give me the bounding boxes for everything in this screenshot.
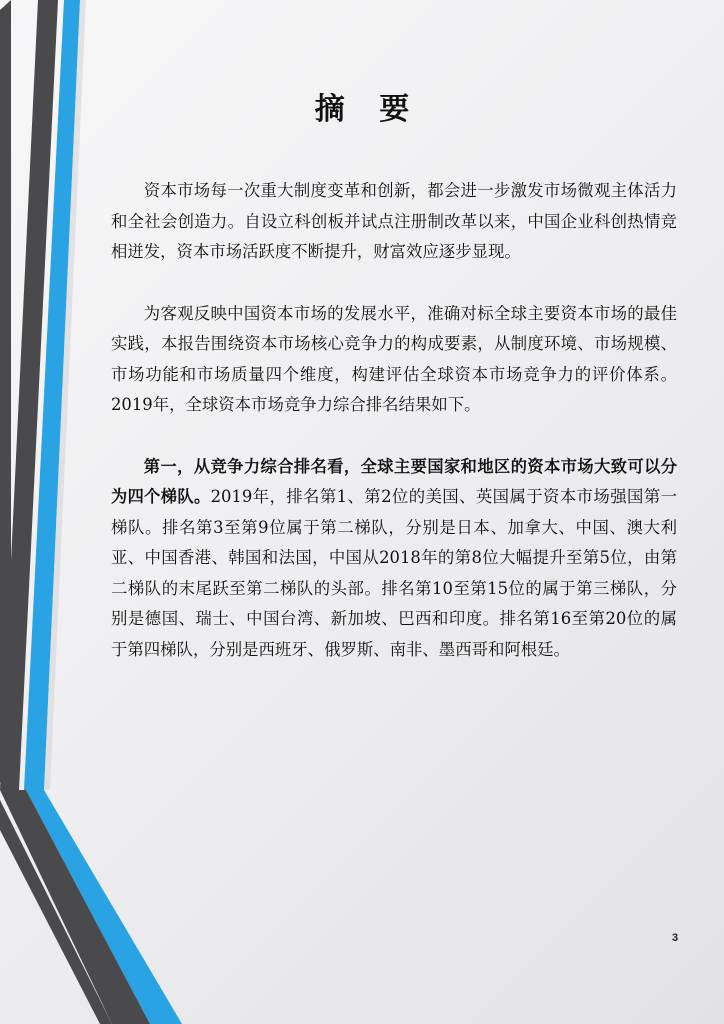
paragraph-3-bold-lead: 第一，从竞争力综合排名看，全球主要国家和地区的资本市场大致可以分为四个梯队。 <box>111 456 677 506</box>
paragraph-3 <box>111 452 677 666</box>
paragraph-2 <box>111 299 677 421</box>
page-number: 3 <box>672 932 679 944</box>
page-title: 摘 要 <box>314 92 422 127</box>
paragraph-2-text: 为客观反映中国资本市场的发展水平，准确对标全球主要资本市场的最佳实践，本报告围绕资本市场核心竞争力的构成要素，从制度环境、市场规模、市场功能和市场质量四个维度，构建评估全球资本市场竞争力的评价体系。2019年，全球资本市场竞争力综合排名结果如下。 <box>111 303 677 414</box>
paragraph-1-text: 资本市场每一次重大制度变革和创新，都会进一步激发市场微观主体活力和全社会创造力。自设立科创板并试点注册制改革以来，中国企业科创热情竞相迸发，资本市场活跃度不断提升，财富效应逐步显现。 <box>111 181 677 261</box>
abstract-body <box>111 176 677 696</box>
blue-stripe-lower <box>26 790 182 1024</box>
dark-stripe-thin <box>0 800 112 1024</box>
dark-stripe-lower <box>0 790 150 1024</box>
paragraph-3-text: 2019年，排名第1、第2位的美国、英国属于资本市场强国第一梯队。排名第3至第9位属于第二梯队，分别是日本、加拿大、中国、澳大利亚、中国香港、韩国和法国，中国从2018年的第8位大幅提升至第5位，由第二梯队的末尾跃至第二梯队的头部。排名第10至第15位的属于第三梯队，分别是德国、瑞士、中国台湾、新加坡、巴西和印度。排名第16至第20位的属于第四梯队，分别是西班牙、俄罗斯、南非、墨西哥和阿根廷。 <box>111 487 678 659</box>
paragraph-1 <box>111 176 677 268</box>
